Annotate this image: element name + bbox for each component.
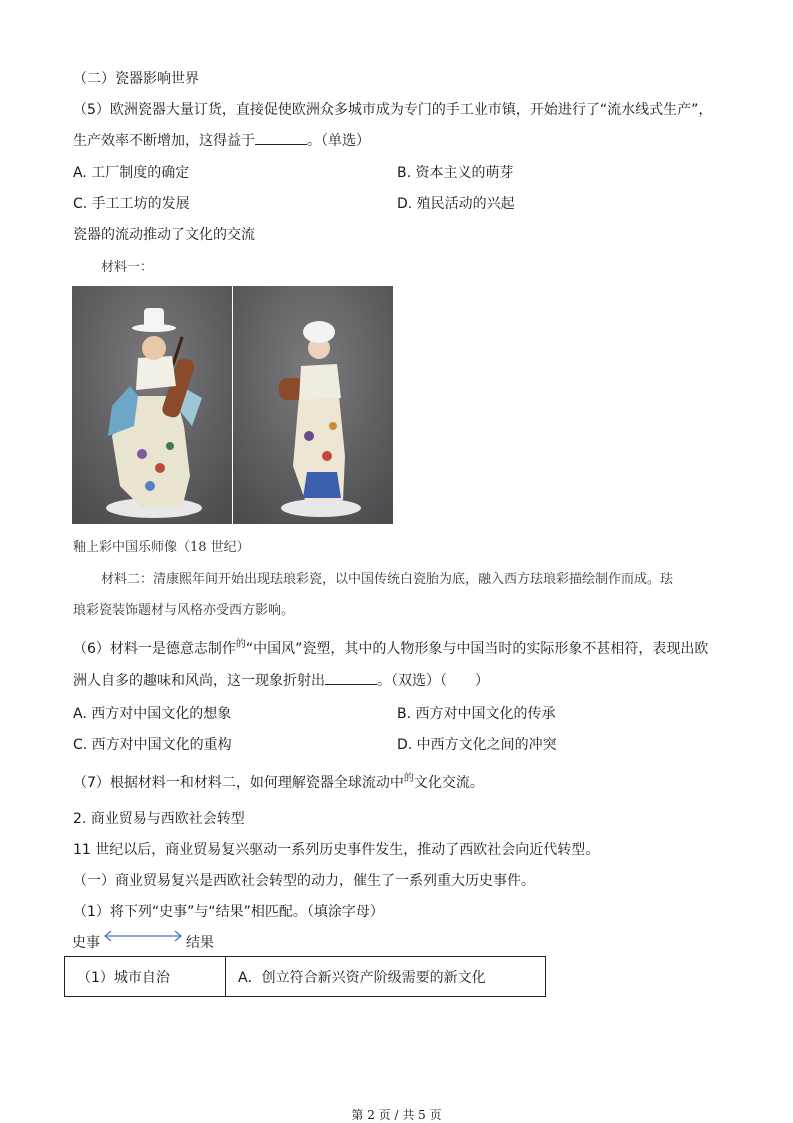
q6-answer-blank[interactable] <box>325 672 377 685</box>
part2-title: 2. 商业贸易与西欧社会转型 <box>73 811 245 827</box>
q6-stem-suffix: 。（双选）（ ） <box>377 673 489 689</box>
material1-label: 材料一： <box>101 260 154 275</box>
part2-intro: 11 世纪以后，商业贸易复兴驱动一系列历史事件发生，推动了西欧社会向近代转型。 <box>73 842 600 858</box>
q6-stem-text: 洲人自多的趣味和风尚，这一现象折射出 <box>73 673 325 689</box>
musician-figurine-right <box>233 286 393 524</box>
material2-line2: 琅彩瓷装饰题材与风格亦受西方影响。 <box>73 603 295 618</box>
photo-caption: 釉上彩中国乐师像（18 世纪） <box>73 540 250 555</box>
match-table <box>64 956 546 997</box>
section-heading: （二）瓷器影响世界 <box>73 71 199 87</box>
q5-answer-blank[interactable] <box>255 132 307 145</box>
double-arrow-icon <box>102 929 184 943</box>
match-event-cell: （1）城市自治 <box>65 957 226 997</box>
q7-stem <box>73 772 484 792</box>
q1-stem: （1）将下列“史事”与“结果”相匹配。（填涂字母） <box>73 904 384 920</box>
match-result-cell: A．创立符合新兴资产阶级需要的新文化 <box>226 957 546 997</box>
figurine-photo <box>72 286 393 524</box>
q7-stem-superscript: 的 <box>403 773 414 784</box>
q5-stem-line1: （5）欧洲瓷器大量订货，直接促使欧洲众多城市成为专门的手工业市镇，开始进行了“流水线式生产”， <box>73 102 713 118</box>
q5-option-b[interactable]: B. 资本主义的萌芽 <box>397 165 514 181</box>
part2-subheading: （一）商业贸易复兴是西欧社会转型的动力，催生了一系列重大历史事件。 <box>73 873 535 889</box>
material2-line1: 材料二：清康熙年间开始出现珐琅彩瓷，以中国传统白瓷胎为底，融入西方珐琅彩描绘制作而成。珐 <box>101 572 674 587</box>
q6-stem-a: （6）材料一是德意志制作 <box>73 641 236 657</box>
match-label-events: 史事 <box>72 935 100 951</box>
q5-stem-text: 生产效率不断增加，这得益于 <box>73 133 255 149</box>
q7-stem-b: 文化交流。 <box>413 775 484 791</box>
q5-stem-suffix: 。（单选） <box>307 133 370 149</box>
culture-heading: 瓷器的流动推动了文化的交流 <box>73 227 255 243</box>
q6-stem-b: “中国风”瓷塑，其中的人物形象与中国当时的实际形象不甚相符，表现出欧 <box>245 641 709 657</box>
q5-option-c[interactable]: C. 手工工坊的发展 <box>73 196 190 212</box>
q6-option-b[interactable]: B. 西方对中国文化的传承 <box>397 706 556 722</box>
q5-option-a[interactable]: A. 工厂制度的确定 <box>73 165 190 181</box>
q6-option-c[interactable]: C. 西方对中国文化的重构 <box>73 737 232 753</box>
q6-stem-line2 <box>73 670 489 690</box>
q7-stem-a: （7）根据材料一和材料二，如何理解瓷器全球流动中 <box>73 775 404 791</box>
page-footer: 第 2 页 / 共 5 页 <box>351 1108 442 1122</box>
q6-stem-superscript: 的 <box>235 639 246 650</box>
q6-option-a[interactable]: A. 西方对中国文化的想象 <box>73 706 232 722</box>
q6-stem-line1 <box>73 638 708 658</box>
q5-stem-line2 <box>73 130 370 150</box>
match-label-results: 结果 <box>186 935 214 951</box>
q6-option-d[interactable]: D. 中西方文化之间的冲突 <box>397 737 557 753</box>
table-row <box>65 957 546 997</box>
musician-figurine-left <box>72 286 232 524</box>
q5-option-d[interactable]: D. 殖民活动的兴起 <box>397 196 515 212</box>
